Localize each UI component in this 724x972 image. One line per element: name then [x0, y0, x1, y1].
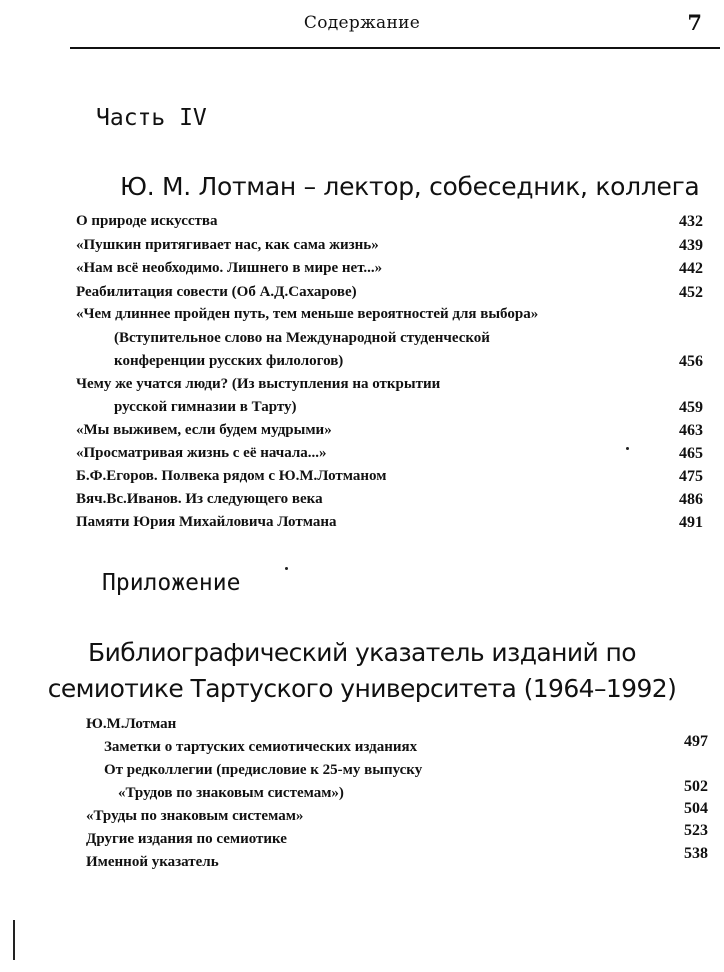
toc-entry-text: Ю.М.Лотман: [86, 716, 177, 732]
print-speck: [285, 567, 288, 570]
print-speck: [626, 447, 629, 450]
toc-entry-text: Реабилитация совести (Об А.Д.Сахарове): [76, 284, 357, 300]
toc-entry-page: 523: [684, 822, 708, 839]
toc-entry-text: «Чем длиннее пройден путь, тем меньше вероятностей для выбора»: [76, 306, 539, 322]
toc-entry-text: О природе искусства: [76, 213, 218, 229]
toc-entry-text-continuation: конференции русских филологов): [114, 353, 344, 369]
toc-entry-page: 463: [679, 422, 703, 439]
toc-entry-page: 475: [679, 468, 703, 485]
toc-entry-page: 465: [679, 445, 703, 462]
toc-entry-text-continuation: «Трудов по знаковым системам»): [118, 785, 344, 801]
toc-entry-text: «Пушкин притягивает нас, как сама жизнь»: [76, 237, 379, 253]
toc-entry-page: 491: [679, 514, 703, 531]
margin-scan-mark: [13, 920, 15, 960]
appendix-title-line2: семиотике Тартуского университета (1964–1992): [47, 674, 677, 703]
part-title: Ю. М. Лотман – лектор, собеседник, коллега: [120, 172, 700, 201]
toc-entry-page: 442: [679, 260, 703, 277]
toc-entry-text: Б.Ф.Егоров. Полвека рядом с Ю.М.Лотманом: [76, 468, 387, 484]
toc-entry-page: 538: [684, 845, 708, 862]
toc-entry-text: «Мы выживем, если будем мудрыми»: [76, 422, 332, 438]
toc-entry-page: 459: [679, 399, 703, 416]
toc-entry-page: 439: [679, 237, 703, 254]
toc-entry-page: 452: [679, 284, 703, 301]
page-number: 7: [687, 10, 702, 35]
header-rule: [70, 47, 720, 49]
toc-entry-text: «Просматривая жизнь с её начала...»: [76, 445, 327, 461]
appendix-label: Приложение: [102, 570, 241, 596]
toc-entry-page: 486: [679, 491, 703, 508]
toc-entry-text: Вяч.Вс.Иванов. Из следующего века: [76, 491, 323, 507]
toc-entry-text: Именной указатель: [86, 854, 219, 870]
toc-entry-page: 502: [684, 778, 708, 795]
part-label: Часть IV: [96, 105, 207, 131]
toc-entry-page: 456: [679, 353, 703, 370]
toc-entry-page: 432: [679, 213, 703, 230]
toc-entry-text: Чему же учатся люди? (Из выступления на открытии: [76, 376, 441, 392]
toc-entry-text: Другие издания по семиотике: [86, 831, 287, 847]
toc-entry-text: «Нам всё необходимо. Лишнего в мире нет...»: [76, 260, 383, 276]
toc-entry-text: Заметки о тартуских семиотических изданиях: [104, 739, 418, 755]
appendix-title-line1: Библиографический указатель изданий по: [88, 638, 636, 667]
toc-entry-text-continuation: русской гимназии в Тарту): [114, 399, 297, 415]
toc-entry-text: От редколлегии (предисловие к 25-му выпуску: [104, 762, 423, 778]
toc-entry-text-continuation: (Вступительное слово на Международной студенческой: [114, 330, 490, 346]
toc-entry-page: 504: [684, 800, 708, 817]
toc-entry-text: «Труды по знаковым системам»: [86, 808, 304, 824]
toc-entry-text: Памяти Юрия Михайловича Лотмана: [76, 514, 337, 530]
running-header-title: Содержание: [303, 13, 421, 33]
toc-entry-page: 497: [684, 733, 708, 750]
